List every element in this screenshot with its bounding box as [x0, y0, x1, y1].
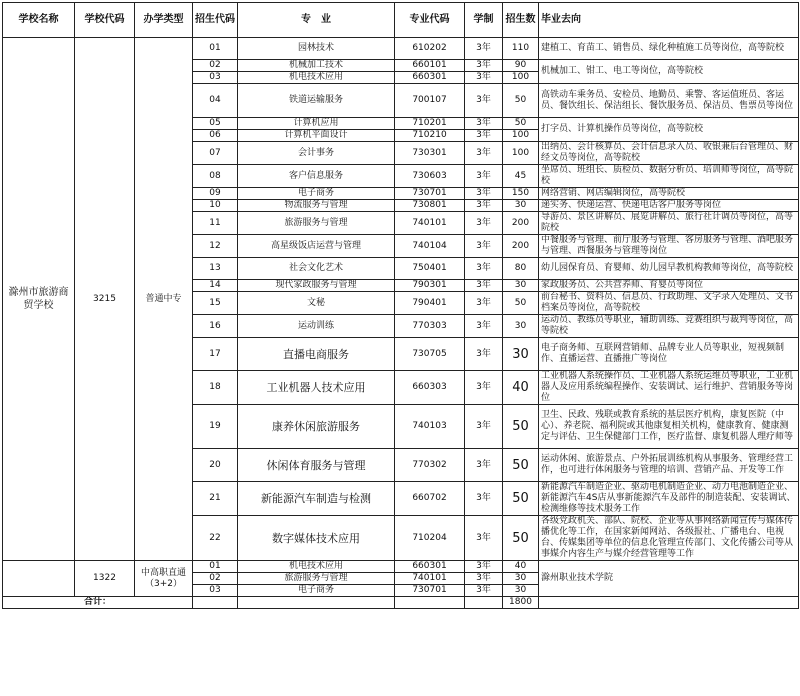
enroll-code: 03: [193, 72, 238, 84]
enroll-count: 110: [503, 38, 539, 60]
major-name: 园林技术: [238, 38, 395, 60]
destination: 中餐服务与管理、前厅服务与管理、客房服务与管理、酒吧服务与管理、西餐服务与管理等岗位: [539, 235, 799, 258]
enrollment-plan: [2, 2, 799, 609]
major-code: 790401: [395, 292, 465, 315]
major-name: 文秘: [238, 292, 395, 315]
enrollment-table: [2, 2, 799, 609]
school-code-cell-b: [75, 561, 135, 597]
enroll-code: 05: [193, 118, 238, 130]
total-count: 1800: [503, 597, 539, 609]
enroll-count: 40: [503, 371, 539, 405]
major-code: 730801: [395, 200, 465, 212]
enroll-count: 30: [503, 280, 539, 292]
destination: 高铁动车乘务员、安检员、地勤员、乘警、客运值班员、客运员、餐饮组长、保洁组长、餐饮服务员、保洁员、售票员等岗位: [539, 84, 799, 118]
header-school-name: 学校名称: [3, 3, 75, 38]
major-code: 710204: [395, 516, 465, 561]
enroll-count: 50: [503, 405, 539, 449]
enroll-code: 03: [193, 585, 238, 597]
school-type: 普通中专: [145, 293, 182, 304]
enroll-code: 02: [193, 60, 238, 72]
school-name-cell-b: [3, 561, 75, 597]
major-code: 740101: [395, 573, 465, 585]
major-name: 现代家政服务与管理: [238, 280, 395, 292]
enroll-count: 100: [503, 72, 539, 84]
major-name: 运动训练: [238, 315, 395, 338]
destination: 幼儿园保育员、育婴师、幼儿园早教机构教师等岗位，高等院校: [539, 258, 799, 280]
header-enroll-code: 招生代码: [193, 3, 238, 38]
enroll-code: 04: [193, 84, 238, 118]
enroll-code: 14: [193, 280, 238, 292]
major-code: 790301: [395, 280, 465, 292]
duration: 3年: [465, 280, 503, 292]
major-name: 会计事务: [238, 142, 395, 165]
duration: 3年: [465, 212, 503, 235]
total-row: [3, 597, 799, 609]
table-row: [3, 38, 799, 60]
enroll-code: 02: [193, 573, 238, 585]
enroll-code: 12: [193, 235, 238, 258]
duration: 3年: [465, 60, 503, 72]
destination: 机械加工、钳工、电工等岗位，高等院校: [539, 60, 799, 84]
major-name: 计算机平面设计: [238, 130, 395, 142]
duration: 3年: [465, 573, 503, 585]
table-row: [3, 561, 799, 573]
major-name: 工业机器人技术应用: [238, 371, 395, 405]
major-code: 730701: [395, 188, 465, 200]
total-label: 合计：: [3, 597, 193, 609]
enroll-code: 17: [193, 338, 238, 371]
enroll-code: 19: [193, 405, 238, 449]
enroll-code: 10: [193, 200, 238, 212]
duration: 3年: [465, 482, 503, 516]
major-code: 740104: [395, 235, 465, 258]
total-empty: [193, 597, 238, 609]
enroll-code: 01: [193, 561, 238, 573]
duration: 3年: [465, 292, 503, 315]
duration: 3年: [465, 516, 503, 561]
destination-b: 滁州职业技术学院: [539, 561, 799, 597]
destination: 坐席员、班组长、质检员、数据分析员、培训师等岗位，高等院校: [539, 165, 799, 188]
major-name: 社会文化艺术: [238, 258, 395, 280]
enroll-code: 06: [193, 130, 238, 142]
enroll-count: 80: [503, 258, 539, 280]
total-empty: [539, 597, 799, 609]
major-name: 机电技术应用: [238, 72, 395, 84]
header-major-code: 专业代码: [395, 3, 465, 38]
enroll-count: 45: [503, 165, 539, 188]
duration: 3年: [465, 371, 503, 405]
enroll-count: 90: [503, 60, 539, 72]
school-type-cell: [135, 38, 193, 561]
major-code: 700107: [395, 84, 465, 118]
enroll-count: 200: [503, 212, 539, 235]
enroll-count: 100: [503, 142, 539, 165]
destination: 运动员、教练员等职业，辅助训练、竞赛组织与裁判等岗位，高等院校: [539, 315, 799, 338]
destination: 电子商务师、互联网营销师、品牌专业人员等职业，短视频制作、直播运营、直播推广等岗位: [539, 338, 799, 371]
destination: 运动休闲、旅游景点、户外拓展训练机构从事服务、管理经营工作，也可进行体闲服务与管理的培训、营销产品、开发等工作: [539, 449, 799, 482]
destination: 递实务、快递运营、快递电话客户服务等岗位: [539, 200, 799, 212]
enroll-count: 100: [503, 130, 539, 142]
destination: 打字员、计算机操作员等岗位，高等院校: [539, 118, 799, 142]
header-major: 专 业: [238, 3, 395, 38]
duration: 3年: [465, 405, 503, 449]
enroll-code: 09: [193, 188, 238, 200]
enroll-code: 07: [193, 142, 238, 165]
major-code: 660301: [395, 72, 465, 84]
enroll-code: 20: [193, 449, 238, 482]
table-body: [3, 38, 799, 609]
duration: 3年: [465, 585, 503, 597]
enroll-count: 40: [503, 561, 539, 573]
major-code: 730603: [395, 165, 465, 188]
major-code: 610202: [395, 38, 465, 60]
duration: 3年: [465, 188, 503, 200]
destination: 前台秘书、资料员、信息员、行政助理、文字录入处理员、文书档案员等岗位，高等院校: [539, 292, 799, 315]
major-name: 机电技术应用: [238, 561, 395, 573]
major-code: 770303: [395, 315, 465, 338]
duration: 3年: [465, 130, 503, 142]
destination: 网络营销、网店编辑岗位，高等院校: [539, 188, 799, 200]
destination: 各级党政机关、部队、院校、企业等从事网络新闻宣传与媒体传播优化等工作，在国家新闻网站、各级报社、广播电台、电视台、传媒集团等单位的信息化管理宣传部门、文化传播公司等从事媒介内容生产与媒介经营管理等工作: [539, 516, 799, 561]
header-duration: 学制: [465, 3, 503, 38]
enroll-code: 16: [193, 315, 238, 338]
enroll-code: 21: [193, 482, 238, 516]
enroll-count: 150: [503, 188, 539, 200]
header-enroll-count: 招生数: [503, 3, 539, 38]
duration: 3年: [465, 561, 503, 573]
enroll-count: 50: [503, 84, 539, 118]
duration: 3年: [465, 165, 503, 188]
enroll-count: 30: [503, 200, 539, 212]
enroll-count: 30: [503, 573, 539, 585]
major-code: 730301: [395, 142, 465, 165]
major-code: 740101: [395, 212, 465, 235]
enroll-code: 08: [193, 165, 238, 188]
duration: 3年: [465, 72, 503, 84]
major-name: 数字媒体技术应用: [238, 516, 395, 561]
header-destination: 毕业去向: [539, 3, 799, 38]
enroll-count: 50: [503, 516, 539, 561]
header-school-type: 办学类型: [135, 3, 193, 38]
duration: 3年: [465, 84, 503, 118]
school-name: 滁州市旅游商贸学校: [8, 287, 69, 311]
school-code-b: 1322: [93, 573, 116, 583]
duration: 3年: [465, 258, 503, 280]
major-code: 660301: [395, 561, 465, 573]
duration: 3年: [465, 118, 503, 130]
destination: 家政服务员、公共营养师、育婴员等岗位: [539, 280, 799, 292]
enroll-code: 22: [193, 516, 238, 561]
major-code: 710201: [395, 118, 465, 130]
header-row: [3, 3, 799, 38]
major-name: 铁道运输服务: [238, 84, 395, 118]
duration: 3年: [465, 200, 503, 212]
enroll-code: 01: [193, 38, 238, 60]
major-name: 新能源汽车制造与检测: [238, 482, 395, 516]
major-name: 电子商务: [238, 585, 395, 597]
enroll-count: 50: [503, 118, 539, 130]
destination: 出纳员、会计核算员、会计信息录入员、收银兼后台管理员、财经文员等岗位，高等院校: [539, 142, 799, 165]
major-name: 康养休闲旅游服务: [238, 405, 395, 449]
major-code: 710210: [395, 130, 465, 142]
major-name: 高星级饭店运营与管理: [238, 235, 395, 258]
destination: 卫生、民政、残联或教育系统的基层医疗机构，康复医院（中心）、养老院、福利院或其他康复相关机构，健康教育、健康测定与评估、卫生保健部门工作，医疗监督、康复机器人理疗师等: [539, 405, 799, 449]
enroll-code: 11: [193, 212, 238, 235]
major-code: 730705: [395, 338, 465, 371]
major-name: 机械加工技术: [238, 60, 395, 72]
duration: 3年: [465, 142, 503, 165]
header-school-code: 学校代码: [75, 3, 135, 38]
duration: 3年: [465, 449, 503, 482]
destination: 工业机器人系统操作员、工业机器人系统运维员等职业，工业机器人及应用系统编程操作、安装调试、运行维护、营销服务等岗位: [539, 371, 799, 405]
enroll-count: 50: [503, 292, 539, 315]
major-name: 物流服务与管理: [238, 200, 395, 212]
major-code: 660101: [395, 60, 465, 72]
major-code: 770302: [395, 449, 465, 482]
duration: 3年: [465, 235, 503, 258]
major-name: 计算机应用: [238, 118, 395, 130]
major-name: 旅游服务与管理: [238, 573, 395, 585]
major-name: 休闲体育服务与管理: [238, 449, 395, 482]
major-name: 客户信息服务: [238, 165, 395, 188]
major-code: 750401: [395, 258, 465, 280]
total-empty: [465, 597, 503, 609]
major-code: 740103: [395, 405, 465, 449]
duration: 3年: [465, 315, 503, 338]
enroll-count: 200: [503, 235, 539, 258]
school-type-b: 中高职直通（3+2）: [140, 567, 186, 589]
duration: 3年: [465, 38, 503, 60]
destination: 新能源汽车制造企业、驱动电机制造企业、动力电池制造企业、新能源汽车4S店从事新能源汽车及部件的制造装配、安装调试、检测维修等技术服务工作: [539, 482, 799, 516]
destination: 导游员、景区讲解员、展览讲解员、旅行社计调员等岗位，高等院校: [539, 212, 799, 235]
major-code: 730701: [395, 585, 465, 597]
enroll-count: 30: [503, 315, 539, 338]
school-code-cell: [75, 38, 135, 561]
total-empty: [395, 597, 465, 609]
enroll-count: 50: [503, 482, 539, 516]
enroll-count: 30: [503, 585, 539, 597]
major-name: 直播电商服务: [238, 338, 395, 371]
school-name-cell: [3, 38, 75, 561]
major-code: 660702: [395, 482, 465, 516]
enroll-count: 50: [503, 449, 539, 482]
total-empty: [238, 597, 395, 609]
destination: 建植工、育苗工、销售员、绿化种植施工员等岗位，高等院校: [539, 38, 799, 60]
major-code: 660303: [395, 371, 465, 405]
enroll-count: 30: [503, 338, 539, 371]
major-name: 旅游服务与管理: [238, 212, 395, 235]
enroll-code: 15: [193, 292, 238, 315]
school-code: 3215: [93, 293, 116, 304]
school-type-cell-b: [135, 561, 193, 597]
enroll-code: 13: [193, 258, 238, 280]
duration: 3年: [465, 338, 503, 371]
enroll-code: 18: [193, 371, 238, 405]
major-name: 电子商务: [238, 188, 395, 200]
